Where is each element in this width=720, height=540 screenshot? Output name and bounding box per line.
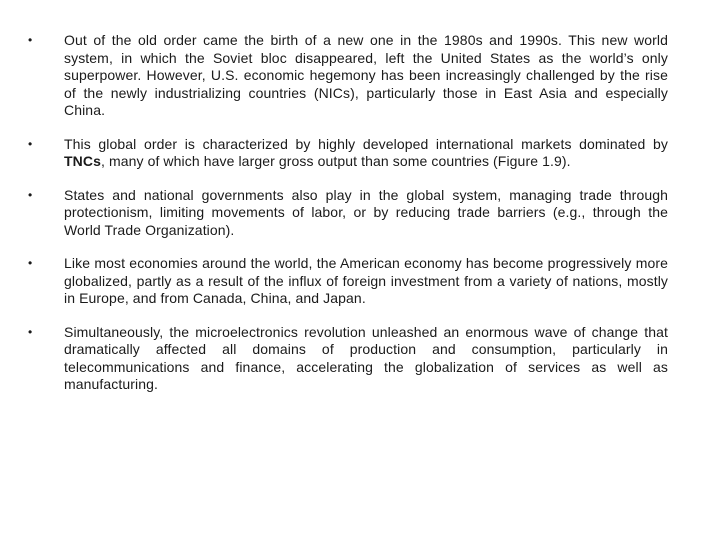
bullet-item-3 (28, 187, 668, 240)
bullet-marker: • (28, 187, 33, 202)
bullet-text: Out of the old order came the birth of a new one in the 1980s and 1990s. This new world system, in which the Soviet bloc disappeared, left the United States as the world’s only superpower. However, U.S. economic hegemony has been increasingly challenged by the rise of the newly industrializing countries (NICs), particularly those in East Asia and especially China. (64, 32, 668, 118)
bullet-item-4 (28, 255, 668, 308)
bullet-text: Simultaneously, the microelectronics revolution unleashed an enormous wave of change that dramatically affected all domains of production and consumption, particularly in telecommunications and finance, accelerating the globalization of services as well as manufacturing. (64, 323, 668, 392)
bullet-item-5 (28, 324, 668, 394)
bullet-text: States and national governments also play in the global system, managing trade through protectionism, limiting movements of labor, or by reducing trade barriers (e.g., through the World Trade Organization). (64, 186, 668, 238)
bullet-list (28, 32, 668, 410)
bullet-text-bold-term: TNCs (64, 153, 101, 169)
bullet-marker: • (28, 33, 33, 47)
bullet-marker: • (28, 256, 33, 270)
bullet-item-1 (28, 32, 668, 120)
bullet-text-after: , many of which have larger gross output than some countries (Figure 1.9). (100, 153, 571, 169)
bullet-marker: • (28, 136, 33, 151)
bullet-text: Like most economies around the world, the American economy has become progressively more globalized, partly as a result of the influx of foreign investment from a variety of nations, mostly in Europe, and from Canada, China, and Japan. (64, 255, 668, 306)
bullet-item-2 (28, 136, 668, 171)
bullet-text-before: This global order is characterized by highly developed international markets dominated by (64, 135, 668, 152)
bullet-text (64, 136, 668, 171)
bullet-marker: • (28, 324, 33, 339)
